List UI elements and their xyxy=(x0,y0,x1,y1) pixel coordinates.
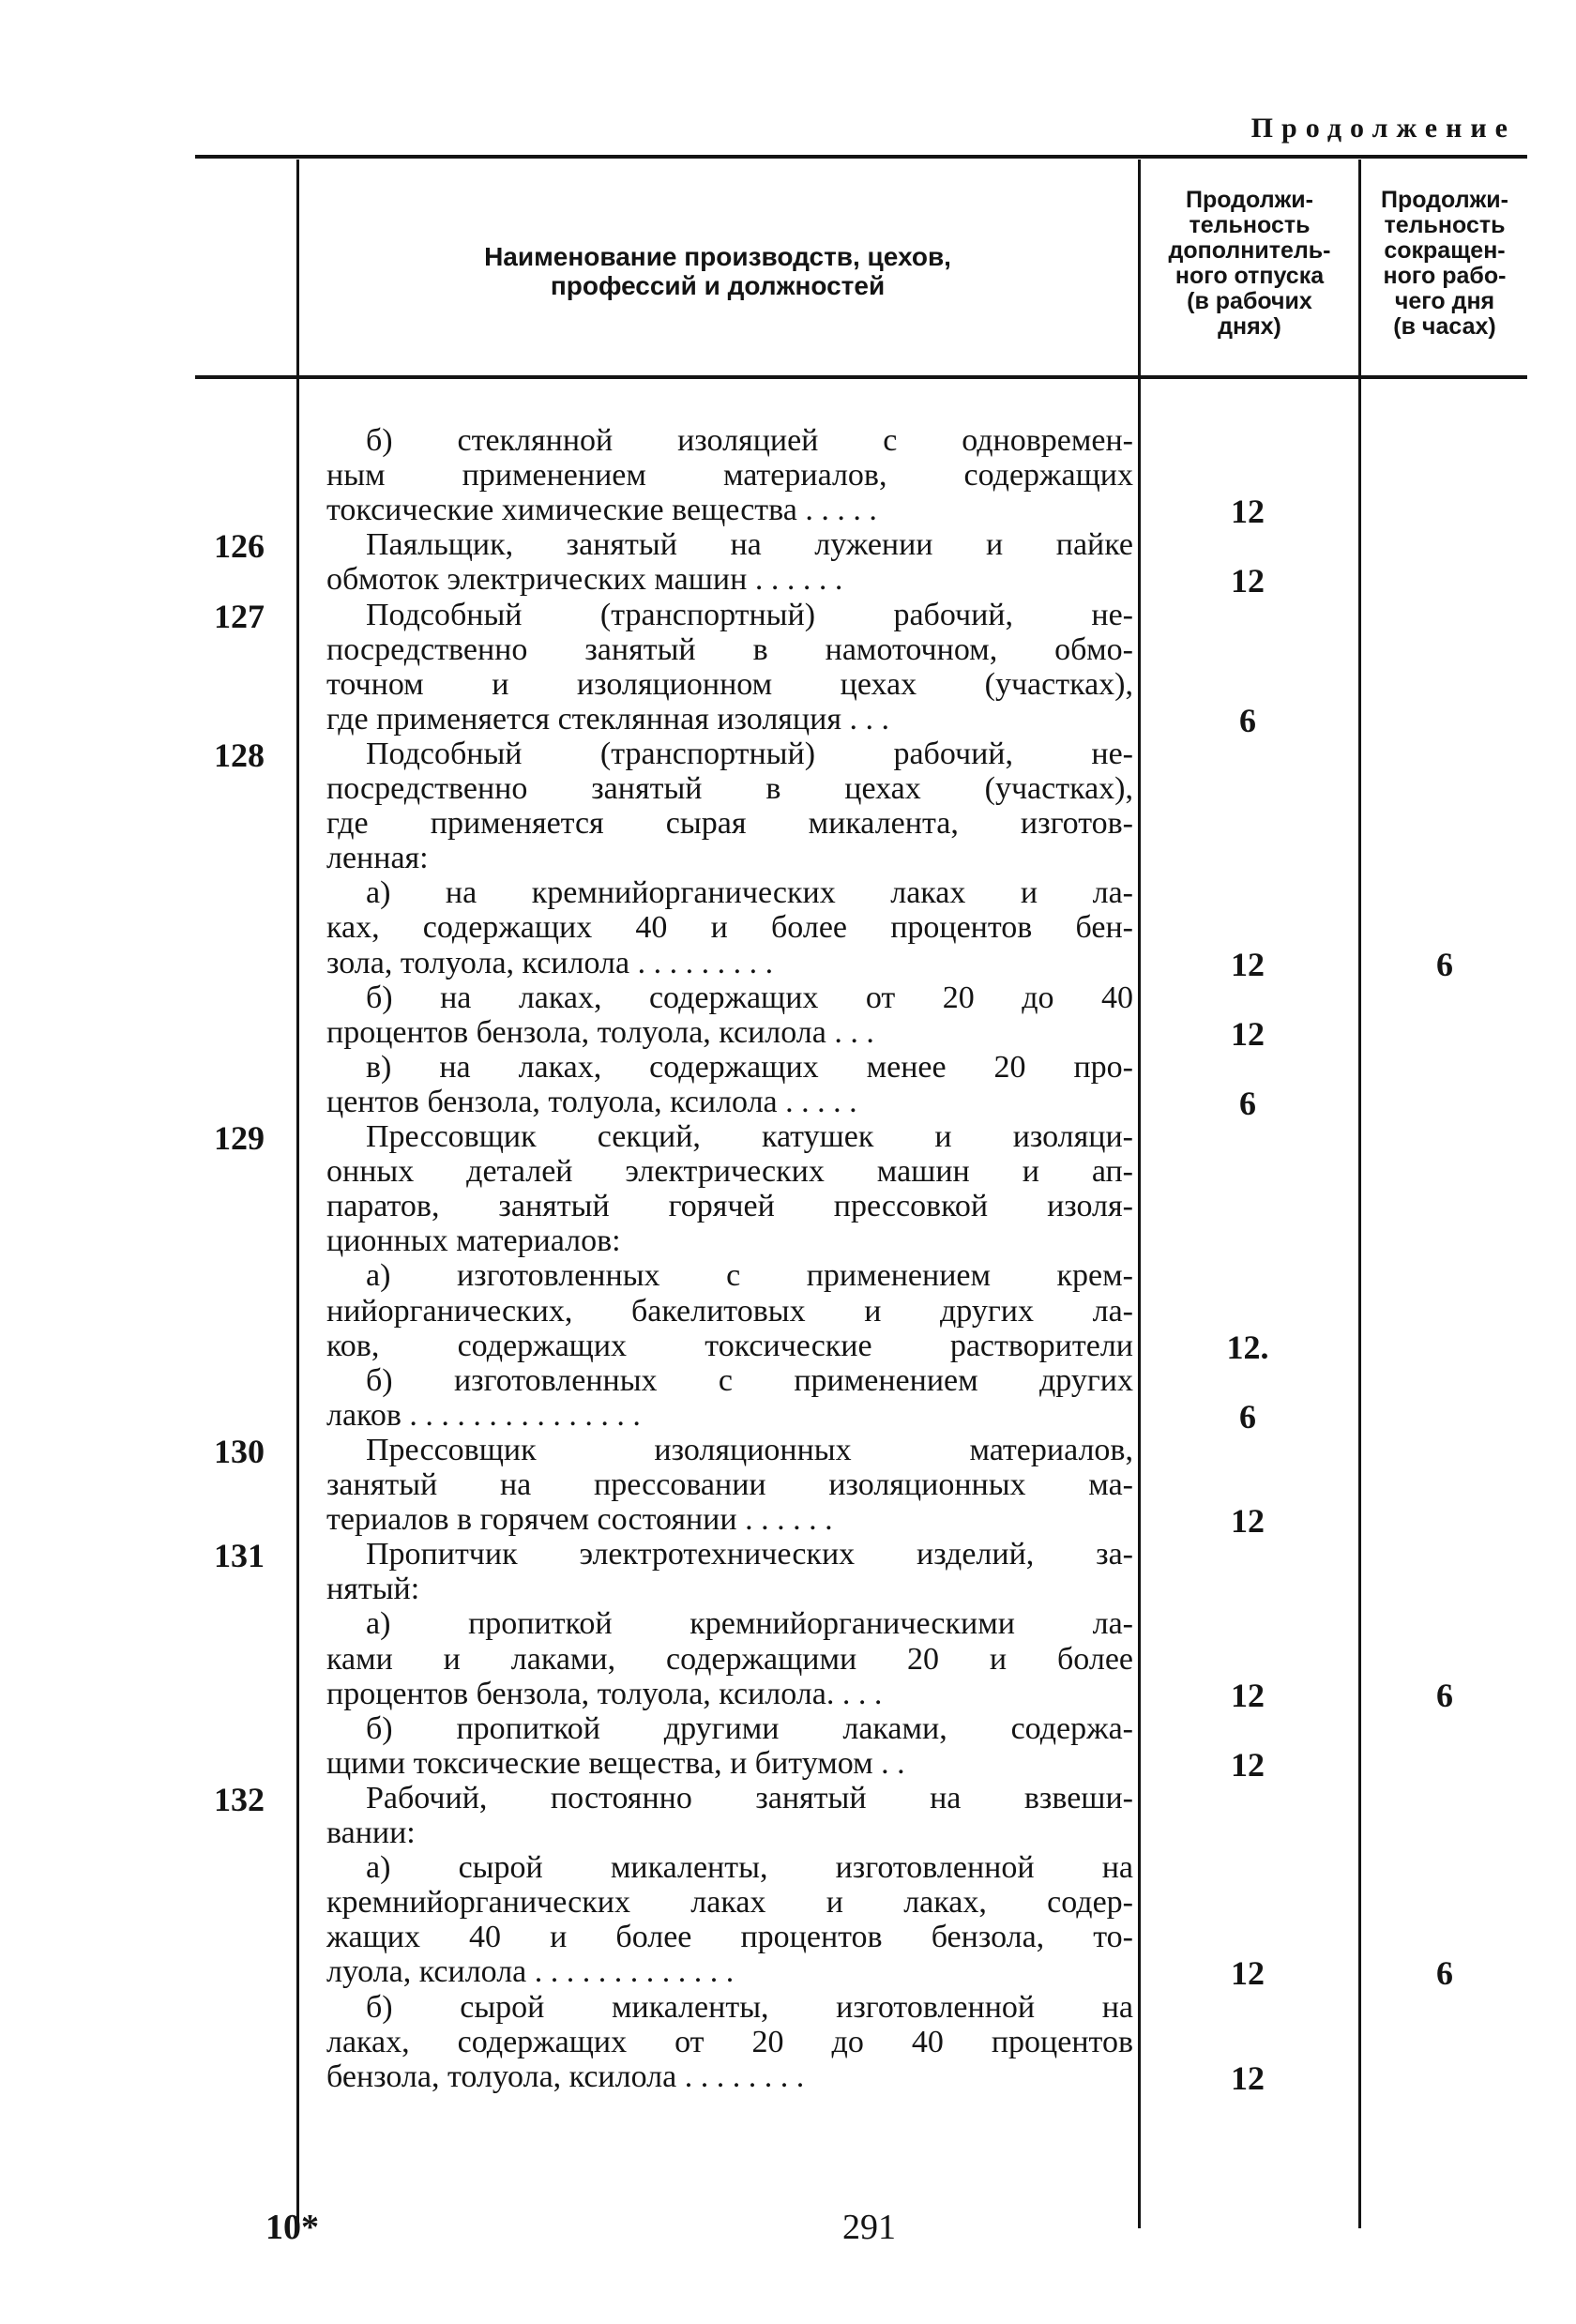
table-line-text: Подсобный (транспортный) рабочий, не- xyxy=(366,736,1133,771)
table-top-rule xyxy=(195,155,1527,159)
header-workday-line: тельность xyxy=(1384,212,1506,238)
table-line-text: а) изготовленных с применением крем- xyxy=(366,1258,1133,1294)
page-number: 291 xyxy=(842,2208,896,2247)
table-line-text: нийорганических, бакелитовых и других ла- xyxy=(326,1293,1133,1329)
table-line-text: ционных материалов: xyxy=(326,1223,621,1259)
table-line-text: ным применением материалов, содержащих xyxy=(326,458,1133,494)
table-line-text: токсические химические вещества . . . . . xyxy=(326,493,877,528)
table-line-text: посредственно занятый в намоточном, обмо- xyxy=(326,631,1133,667)
leave-days-value: 6 xyxy=(1239,1397,1256,1435)
header-workday-line: сокращен- xyxy=(1384,237,1506,264)
column-divider-left xyxy=(296,159,299,2228)
leave-days-value: 6 xyxy=(1239,701,1256,739)
header-leave-line: Продолжи- xyxy=(1186,187,1313,213)
continuation-label: Продолжение xyxy=(1250,113,1516,144)
table-line-text: Паяльщик, занятый на лужении и пайке xyxy=(366,527,1133,563)
header-workday xyxy=(1362,188,1527,340)
table-line-text: ками и лаками, содержащими 20 и более xyxy=(326,1641,1133,1677)
table-line-text: занятый на прессовании изоляционных ма- xyxy=(326,1467,1133,1502)
table-line-text: бензола, толуола, ксилола . . . . . . . . xyxy=(326,2058,805,2094)
table-line-text: Прессовщик секций, катушек и изоляци- xyxy=(366,1119,1133,1154)
leave-days-value: 12. xyxy=(1226,1328,1269,1366)
table-line-text: нятый: xyxy=(326,1572,420,1607)
leave-days-value: 12 xyxy=(1231,1502,1265,1541)
table-line-text: б) стеклянной изоляцией с одновремен- xyxy=(366,423,1133,458)
header-leave-line: днях) xyxy=(1218,313,1281,340)
table-line-text: паратов, занятый горячей прессовкой изоля- xyxy=(326,1189,1133,1224)
table-line-text: жащих 40 и более процентов бензола, то- xyxy=(326,1920,1133,1955)
leave-days-value: 12 xyxy=(1231,562,1265,600)
workday-hours-value: 6 xyxy=(1436,1954,1453,1993)
table-line-text: точном и изоляционном цехах (участках), xyxy=(326,666,1133,702)
table-line-text: центов бензола, толуола, ксилола . . . . . xyxy=(326,1084,857,1119)
leave-days-value: 12 xyxy=(1231,1676,1265,1714)
row-number: 131 xyxy=(214,1537,265,1575)
table-line-text: б) пропиткой другими лаками, содержа- xyxy=(366,1710,1133,1746)
header-leave-line: тельность xyxy=(1189,212,1311,238)
table-line-text: б) на лаках, содержащих от 20 до 40 xyxy=(366,980,1133,1015)
table-line-text: б) изготовленных с применением других xyxy=(366,1362,1133,1398)
signature-mark: 10* xyxy=(265,2208,319,2247)
header-leave-line: ного отпуска xyxy=(1174,263,1325,289)
table-line-text: а) пропиткой кремнийорганическими ла- xyxy=(366,1606,1133,1642)
header-workday-line: (в часах) xyxy=(1393,313,1496,340)
row-number: 128 xyxy=(214,736,265,774)
leave-days-value: 12 xyxy=(1231,1745,1265,1784)
table-line-text: Подсобный (транспортный) рабочий, не- xyxy=(366,597,1133,632)
table-line-text: лаков . . . . . . . . . . . . . . . xyxy=(326,1397,641,1433)
table-line-text: луола, ксилола . . . . . . . . . . . . . xyxy=(326,1954,735,1990)
table-line-text: лаках, содержащих от 20 до 40 процентов xyxy=(326,2024,1133,2059)
header-workday-line: чего дня xyxy=(1394,288,1495,314)
table-line-text: Прессовщик изоляционных материалов, xyxy=(366,1432,1133,1467)
leave-days-value: 12 xyxy=(1231,2058,1265,2097)
header-leave-line: (в рабочих xyxy=(1187,288,1312,314)
leave-days-value: 12 xyxy=(1231,493,1265,531)
leave-days-value: 12 xyxy=(1231,945,1265,983)
table-line-text: в) на лаках, содержащих менее 20 про- xyxy=(366,1049,1133,1085)
column-divider-middle xyxy=(1138,159,1141,2228)
table-line-text: Пропитчик электротехнических изделий, за- xyxy=(366,1537,1133,1572)
column-divider-right xyxy=(1358,159,1361,2228)
table-line-text: кремнийорганических лаках и лаках, содер- xyxy=(326,1885,1133,1921)
table-line-text: вании: xyxy=(326,1815,416,1850)
workday-hours-value: 6 xyxy=(1436,1676,1453,1714)
table-line-text: ков, содержащих токсические растворители xyxy=(326,1328,1133,1363)
workday-hours-value: 6 xyxy=(1436,945,1453,983)
row-number: 127 xyxy=(214,597,265,635)
leave-days-value: 6 xyxy=(1239,1084,1256,1122)
header-name-line: профессий и должностей xyxy=(550,271,886,300)
header-workday-line: ного рабо- xyxy=(1383,263,1507,289)
table-line-text: где применяется сырая микалента, изготов- xyxy=(326,806,1133,842)
header-workday-line: Продолжи- xyxy=(1381,187,1508,213)
table-line-text: ках, содержащих 40 и более процентов бен- xyxy=(326,910,1133,946)
table-line-text: ленная: xyxy=(326,841,429,876)
leave-days-value: 12 xyxy=(1231,1954,1265,1993)
table-line-text: щими токсические вещества, и битумом . . xyxy=(326,1745,905,1781)
row-number: 126 xyxy=(214,527,265,566)
header-bottom-rule xyxy=(195,375,1527,379)
table-line-text: а) на кремнийорганических лаках и ла- xyxy=(366,875,1133,911)
header-name xyxy=(310,242,1126,300)
table-line-text: процентов бензола, толуола, ксилола. . . . xyxy=(326,1676,883,1711)
header-name-line: Наименование производств, цехов, xyxy=(484,242,951,271)
table-line-text: териалов в горячем состоянии . . . . . . xyxy=(326,1502,833,1538)
header-leave xyxy=(1143,188,1356,340)
leave-days-value: 12 xyxy=(1231,1014,1265,1053)
table-line-text: Рабочий, постоянно занятый на взвеши- xyxy=(366,1780,1133,1815)
table-line-text: а) сырой микаленты, изготовленной на xyxy=(366,1850,1133,1886)
row-number: 129 xyxy=(214,1119,265,1157)
table-line-text: зола, толуола, ксилола . . . . . . . . . xyxy=(326,945,774,980)
row-number: 132 xyxy=(214,1780,265,1818)
table-line-text: б) сырой микаленты, изготовленной на xyxy=(366,1989,1133,2025)
table-line-text: онных деталей электрических машин и ап- xyxy=(326,1154,1133,1190)
table-line-text: где применяется стеклянная изоляция . . . xyxy=(326,701,889,737)
table-line-text: обмоток электрических машин . . . . . . xyxy=(326,562,843,598)
row-number: 130 xyxy=(214,1432,265,1470)
table-line-text: посредственно занятый в цехах (участках), xyxy=(326,771,1133,806)
header-leave-line: дополнитель- xyxy=(1168,237,1331,264)
table-line-text: процентов бензола, толуола, ксилола . . . xyxy=(326,1014,874,1050)
